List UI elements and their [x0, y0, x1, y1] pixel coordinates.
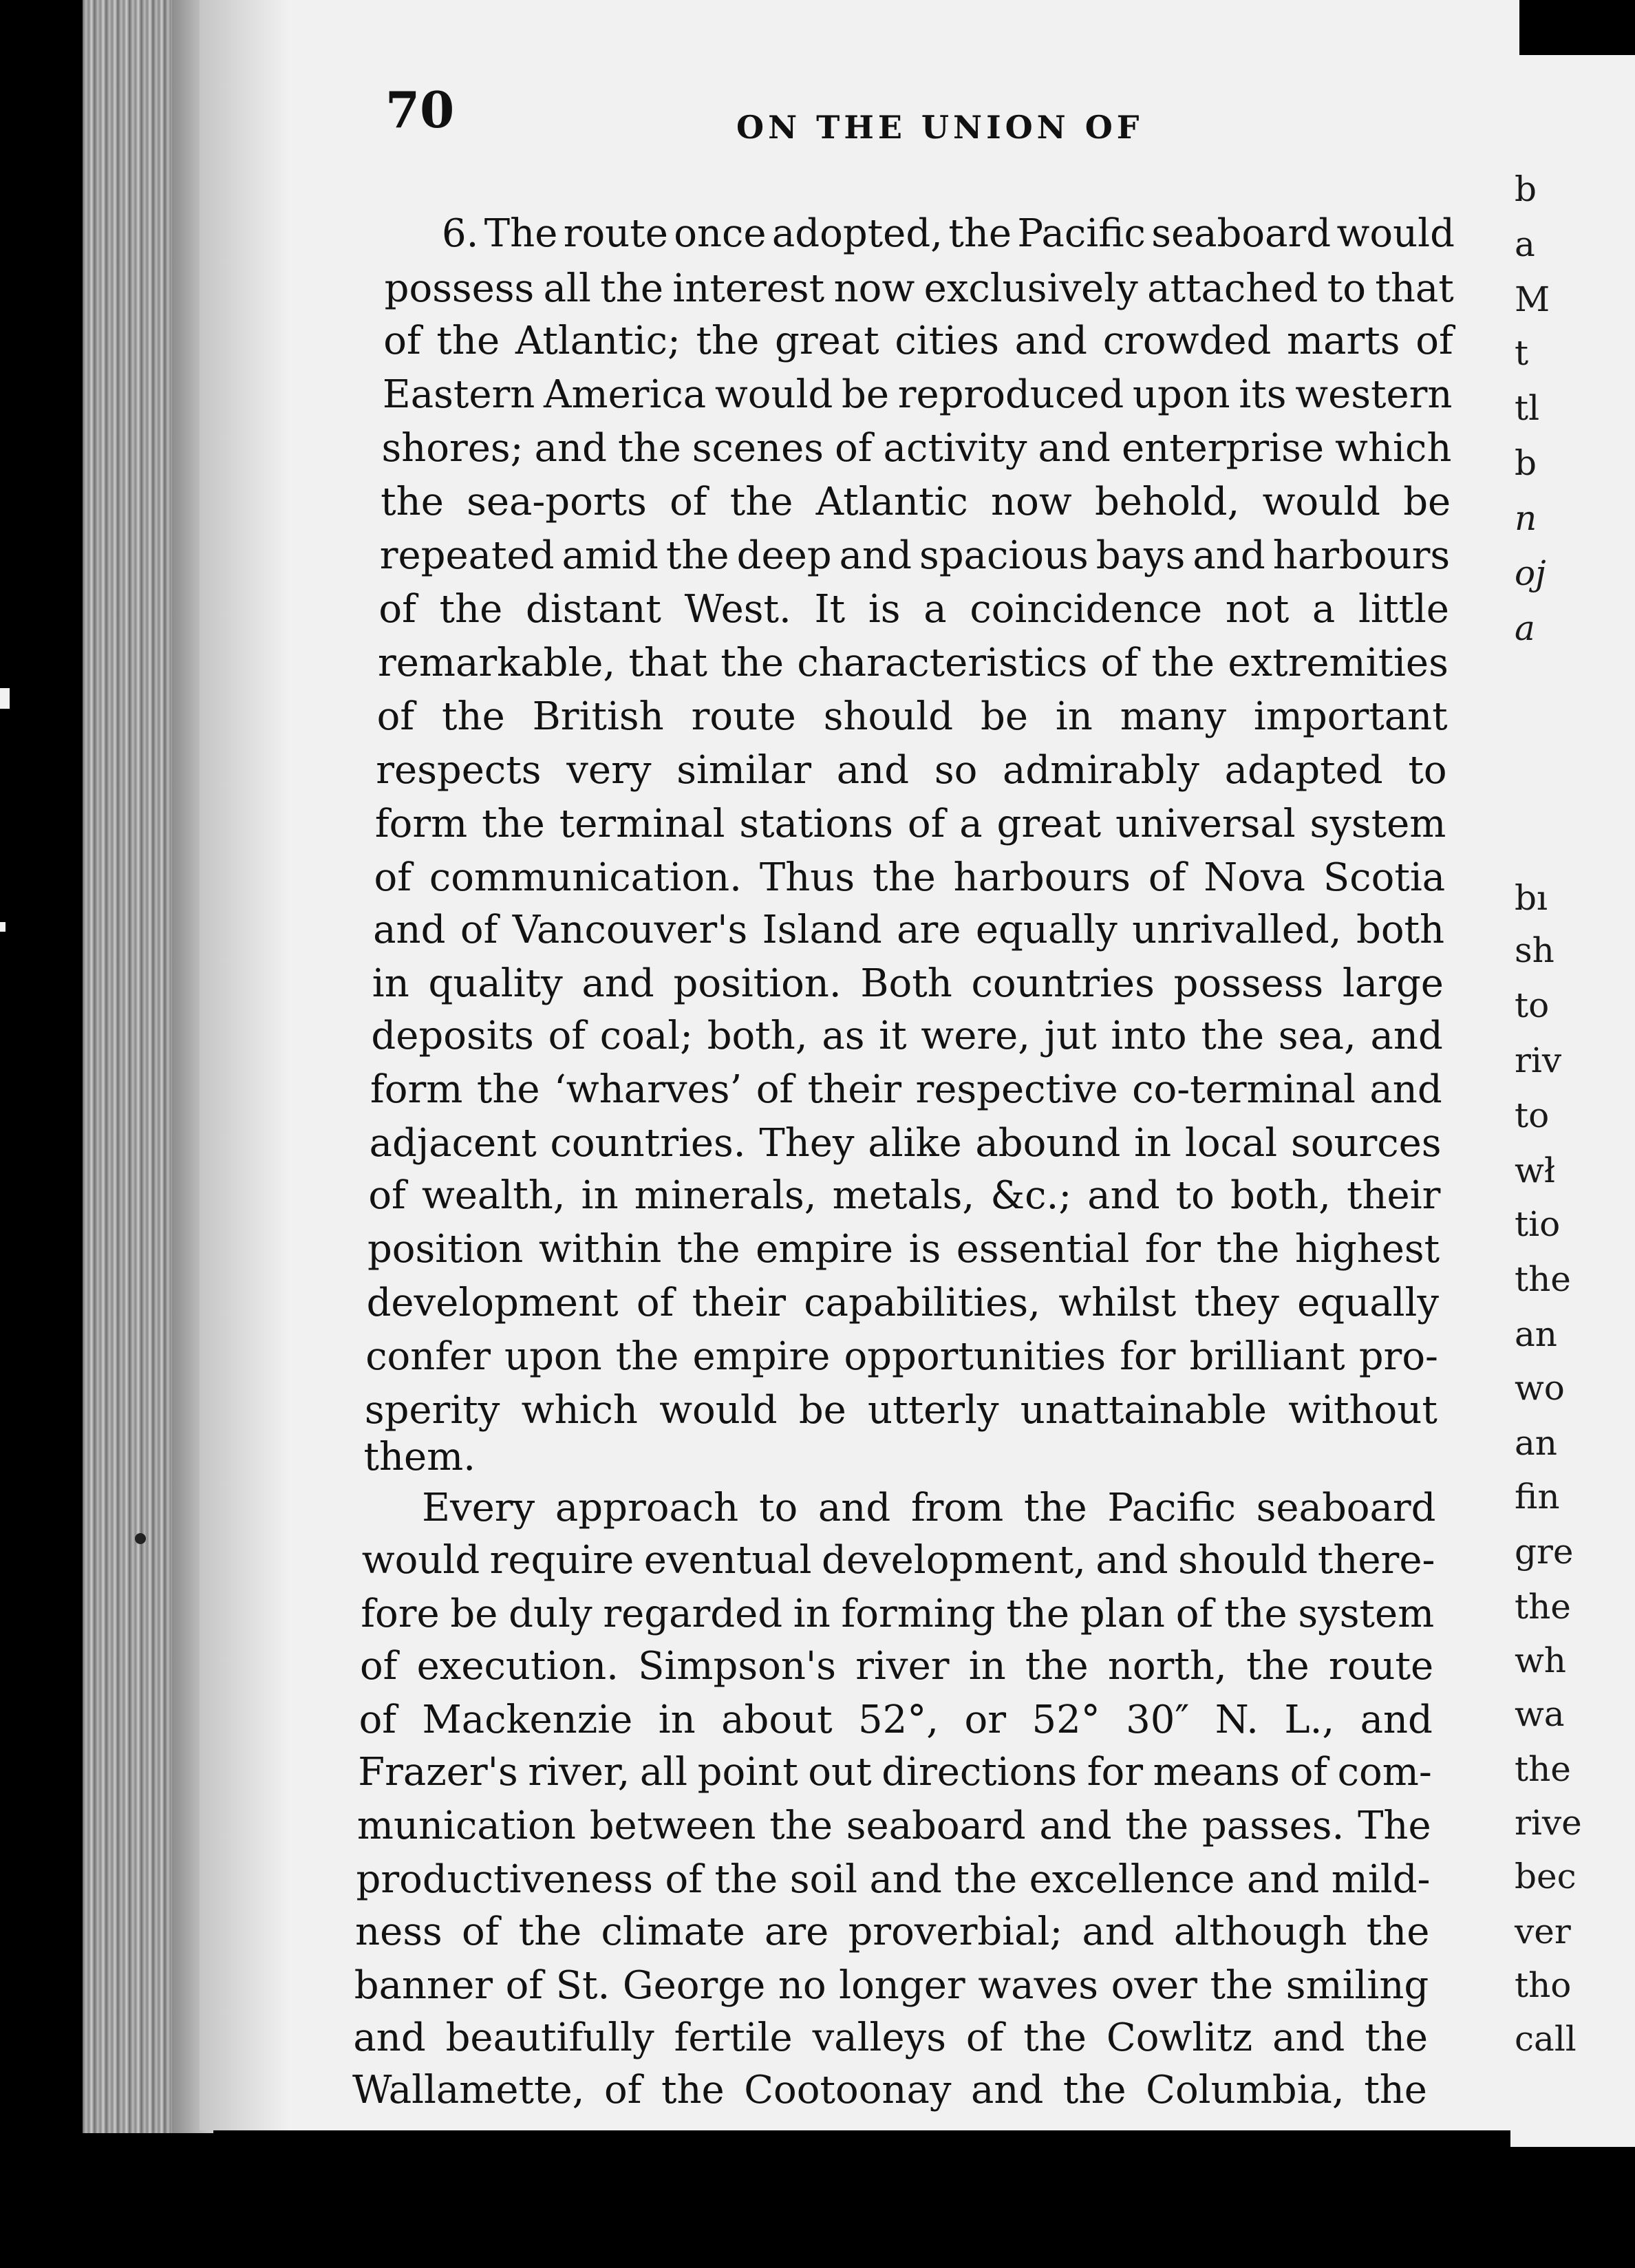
text-line: respects very similar and so admirably adapted to	[376, 748, 1447, 793]
text-line: and of Vancouver's Island are equally unrivalled, both	[373, 908, 1445, 952]
facing-page-text: M	[1515, 279, 1550, 319]
facing-page-text: fin	[1515, 1477, 1560, 1517]
text-line: deposits of coal; both, as it were, jut into the sea, and	[371, 1014, 1443, 1058]
facing-page-text: wł	[1515, 1151, 1556, 1190]
text-line: of the distant West. It is a coincidence not a little	[378, 587, 1449, 632]
text-line: sperity which would be utterly unattainable without	[364, 1388, 1438, 1433]
facing-page-text: wo	[1515, 1368, 1565, 1408]
facing-page-text: bec	[1515, 1857, 1577, 1896]
facing-page-text: the	[1515, 1259, 1571, 1299]
facing-page-text: sh	[1515, 930, 1554, 970]
facing-page-text: tho	[1515, 1965, 1572, 2005]
facing-page-text: tio	[1515, 1204, 1561, 1244]
text-line: munication between the seaboard and the passes. The	[356, 1804, 1431, 1848]
facing-page-text: to	[1515, 1095, 1550, 1135]
text-line: confer upon the empire opportunities for brilliant pro-	[365, 1334, 1438, 1379]
text-line: ness of the climate are proverbial; and although the	[355, 1909, 1430, 1954]
text-line: productiveness of the soil and the excellence and mild-	[356, 1857, 1431, 1902]
facing-page-text: call	[1515, 2019, 1577, 2059]
facing-page-text: a	[1515, 608, 1535, 648]
facing-page-text: b	[1515, 169, 1537, 209]
facing-page-fragment	[1510, 55, 1635, 2147]
text-line: development of their capabilities, whilst they equally	[366, 1281, 1440, 1325]
facing-page-text: rive	[1515, 1803, 1582, 1843]
text-line: of the British route should be in many important	[376, 694, 1448, 739]
facing-page-text: the	[1515, 1587, 1571, 1627]
facing-page-text: the	[1515, 1749, 1571, 1789]
text-line: of wealth, in minerals, metals, &c.; and to both, their	[368, 1173, 1441, 1218]
text-line: repeated amid the deep and spacious bays and harbours	[379, 533, 1451, 578]
text-line: Eastern America would be reproduced upon its western	[382, 372, 1453, 417]
text-line: banner of St. George no longer waves over the smiling	[354, 1963, 1429, 2008]
text-line: remarkable, that the characteristics of the extremities	[378, 641, 1449, 685]
text-line: Wallamette, of the Cootoonay and the Columbia, the	[352, 2068, 1427, 2112]
text-line: would require eventual development, and should there-	[361, 1538, 1435, 1583]
facing-page-text: an	[1515, 1314, 1558, 1354]
facing-page-text: ver	[1515, 1912, 1571, 1951]
text-line: in quality and position. Both countries possess large	[372, 961, 1444, 1006]
running-title: ON THE UNION OF	[736, 109, 1144, 146]
text-line: shores; and the scenes of activity and enterprise which	[381, 426, 1452, 471]
text-line: form the terminal stations of a great universal system	[374, 802, 1446, 846]
text-line: them.	[363, 1435, 476, 1479]
facing-page-text: to	[1515, 985, 1550, 1025]
text-line: 6. The route once adopted, the Pacific seaboard would	[442, 211, 1455, 256]
text-line: of communication. Thus the harbours of Nova Scotia	[374, 855, 1446, 900]
text-line: Every approach to and from the Pacific seaboard	[422, 1486, 1436, 1530]
facing-page-text: wa	[1515, 1694, 1565, 1734]
facing-page-text: oj	[1515, 553, 1546, 593]
facing-page-text: a	[1515, 224, 1535, 264]
facing-page-text: an	[1515, 1423, 1558, 1463]
text-line: Frazer's river, all point out directions for means of com-	[358, 1750, 1432, 1795]
page-number: 70	[385, 81, 455, 139]
facing-page-text: tl	[1515, 388, 1540, 428]
facing-page-text: bı	[1515, 878, 1548, 918]
text-line: of Mackenzie in about 52°, or 52° 30″ N. L., and	[359, 1698, 1433, 1742]
text-line: possess all the interest now exclusively attached to that	[384, 266, 1454, 311]
text-line: position within the empire is essential for the highest	[367, 1227, 1440, 1272]
text-line: of the Atlantic; the great cities and crowded marts of	[383, 319, 1453, 363]
text-line: adjacent countries. They alike abound in local sources	[369, 1121, 1442, 1166]
facing-page-text: riv	[1515, 1040, 1562, 1080]
text-line: of execution. Simpson's river in the north, the route	[359, 1644, 1434, 1689]
text-line: form the ‘wharves’ of their respective co-terminal and	[370, 1067, 1442, 1112]
facing-page-text: n	[1515, 498, 1537, 538]
text-line: the sea-ports of the Atlantic now behold, would be	[381, 480, 1451, 524]
text-line: and beautifully fertile valleys of the Cowlitz and the	[353, 2015, 1429, 2060]
facing-page-text: gre	[1515, 1532, 1574, 1572]
text-line: fore be duly regarded in forming the plan of the system	[361, 1592, 1435, 1636]
facing-page-text: t	[1515, 333, 1529, 373]
facing-page-text: wh	[1515, 1640, 1566, 1680]
facing-page-text: b	[1515, 443, 1537, 483]
